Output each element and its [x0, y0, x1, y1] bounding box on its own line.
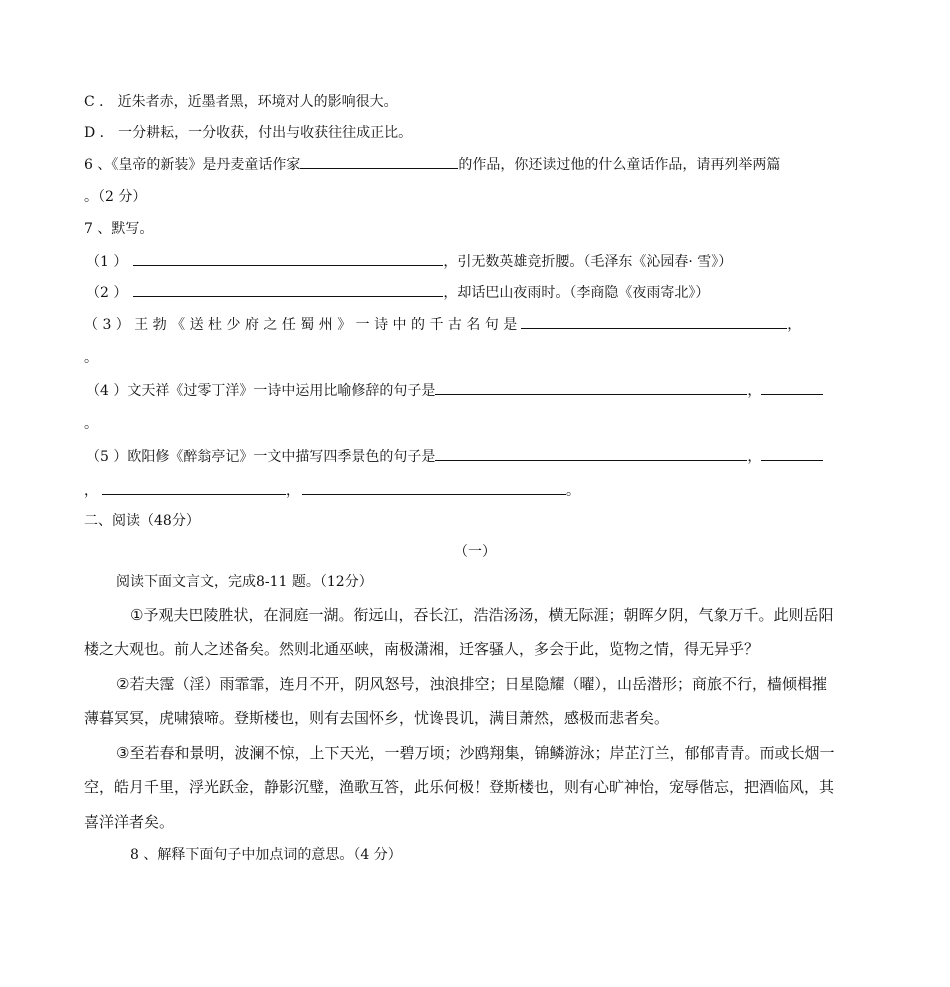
passage-p3-line1: ③至若春和景明，波澜不惊，上下天光，一碧万顷；沙鸥翔集，锦鳞游泳；岸芷汀兰，郁郁青青。而或长烟一 — [116, 744, 835, 762]
q7-item4-text: （4 ）文天祥《过零丁洋》一诗中运用比喻修辞的句子是 — [86, 383, 436, 399]
q7-item4-blank-1[interactable] — [435, 380, 747, 395]
q7-item5-comma: ， — [747, 449, 762, 465]
reading-instruction: 阅读下面文言文，完成8-11 题。（12分） — [116, 574, 373, 590]
q7-item5-line2-mid: ， — [286, 483, 300, 499]
q7-item3-text: （ 3 ） 王 勃 《 送 杜 少 府 之 任 蜀 州 》 一 诗 中 的 千 古 名 句 是 — [84, 317, 518, 333]
q7-item4-comma: ， — [747, 383, 762, 399]
q7-item3-end: 。 — [84, 350, 98, 366]
passage-p2-line2: 薄暮冥冥，虎啸猿啼。登斯楼也，则有去国怀乡，忧谗畏讥，满目萧然，感极而悲者矣。 — [84, 709, 670, 727]
option-c: C ． 近朱者赤，近墨者黑，环境对人的影响很大。 — [84, 94, 398, 110]
q6-score: 。（2 分） — [84, 189, 147, 205]
passage-p3-line3: 喜洋洋者矣。 — [84, 813, 175, 831]
q7-item-2 — [86, 282, 709, 303]
q7-item5-line-2 — [84, 480, 580, 501]
question-6 — [84, 154, 780, 175]
q7-item2-number: （2 ） — [86, 285, 128, 301]
q7-item1-text: ，引无数英雄竞折腰。（毛泽东《沁园春· 雪》） — [443, 254, 733, 270]
q7-item5-blank-3[interactable] — [102, 480, 286, 495]
q7-item-3 — [84, 314, 801, 335]
q7-item1-number: （1 ） — [86, 254, 128, 270]
q7-item2-blank[interactable] — [133, 282, 443, 297]
q7-item5-blank-4[interactable] — [302, 480, 566, 495]
section-2-title: 二、阅读（48分） — [84, 513, 200, 529]
q7-item5-line2-end: 。 — [566, 483, 580, 499]
passage-p1-line1: ①予观夫巴陵胜状，在洞庭一湖。衔远山，吞长江，浩浩汤汤，横无际涯；朝晖夕阴，气象万千。此则岳阳 — [130, 606, 834, 624]
option-d: D ． 一分耕耘，一分收获，付出与收获往往成正比。 — [84, 125, 413, 141]
passage-p1-line2: 楼之大观也。前人之述备矣。然则北通巫峡，南极潇湘，迁客骚人，多会于此，览物之情，得无异乎？ — [84, 640, 760, 658]
q7-item-1 — [86, 251, 732, 272]
passage-p3-line2: 空，皓月千里，浮光跃金，静影沉璧，渔歌互答，此乐何极！登斯楼也，则有心旷神怡，宠辱偕忘，把酒临风，其 — [84, 778, 835, 796]
q7-item-4 — [86, 380, 823, 401]
q7-item5-blank-1[interactable] — [435, 446, 747, 461]
q7-item-5 — [86, 446, 823, 467]
q7-item5-text: （5 ）欧阳修《醉翁亭记》一文中描写四季景色的句子是 — [86, 449, 436, 465]
q7-item2-text: ，却话巴山夜雨时。（李商隐《夜雨寄北》） — [443, 285, 710, 301]
q6-suffix: 的作品，你还读过他的什么童话作品，请再列举两篇 — [458, 157, 781, 173]
q7-item1-blank[interactable] — [133, 251, 443, 266]
question-7-title: 7 、默写。 — [84, 221, 154, 237]
question-8: 8 、解释下面句子中加点词的意思。（4 分） — [130, 847, 402, 863]
q7-item4-blank-2[interactable] — [761, 380, 823, 395]
q6-blank[interactable] — [300, 154, 458, 169]
q7-item5-blank-2[interactable] — [761, 446, 823, 461]
part-heading: （一） — [454, 544, 496, 560]
q6-prefix: 6 、《皇帝的新装》是丹麦童话作家 — [84, 157, 301, 173]
q7-item3-blank[interactable] — [521, 314, 787, 329]
q7-item3-comma: ， — [787, 317, 802, 333]
q7-item4-end: 。 — [84, 416, 98, 432]
q7-item5-line2-start: ， — [84, 483, 98, 499]
passage-p2-line1: ②若夫霪（淫）雨霏霏，连月不开，阴风怒号，浊浪排空；日星隐耀（曜），山岳潜形；商旅不行，樯倾楫摧 — [116, 675, 827, 693]
